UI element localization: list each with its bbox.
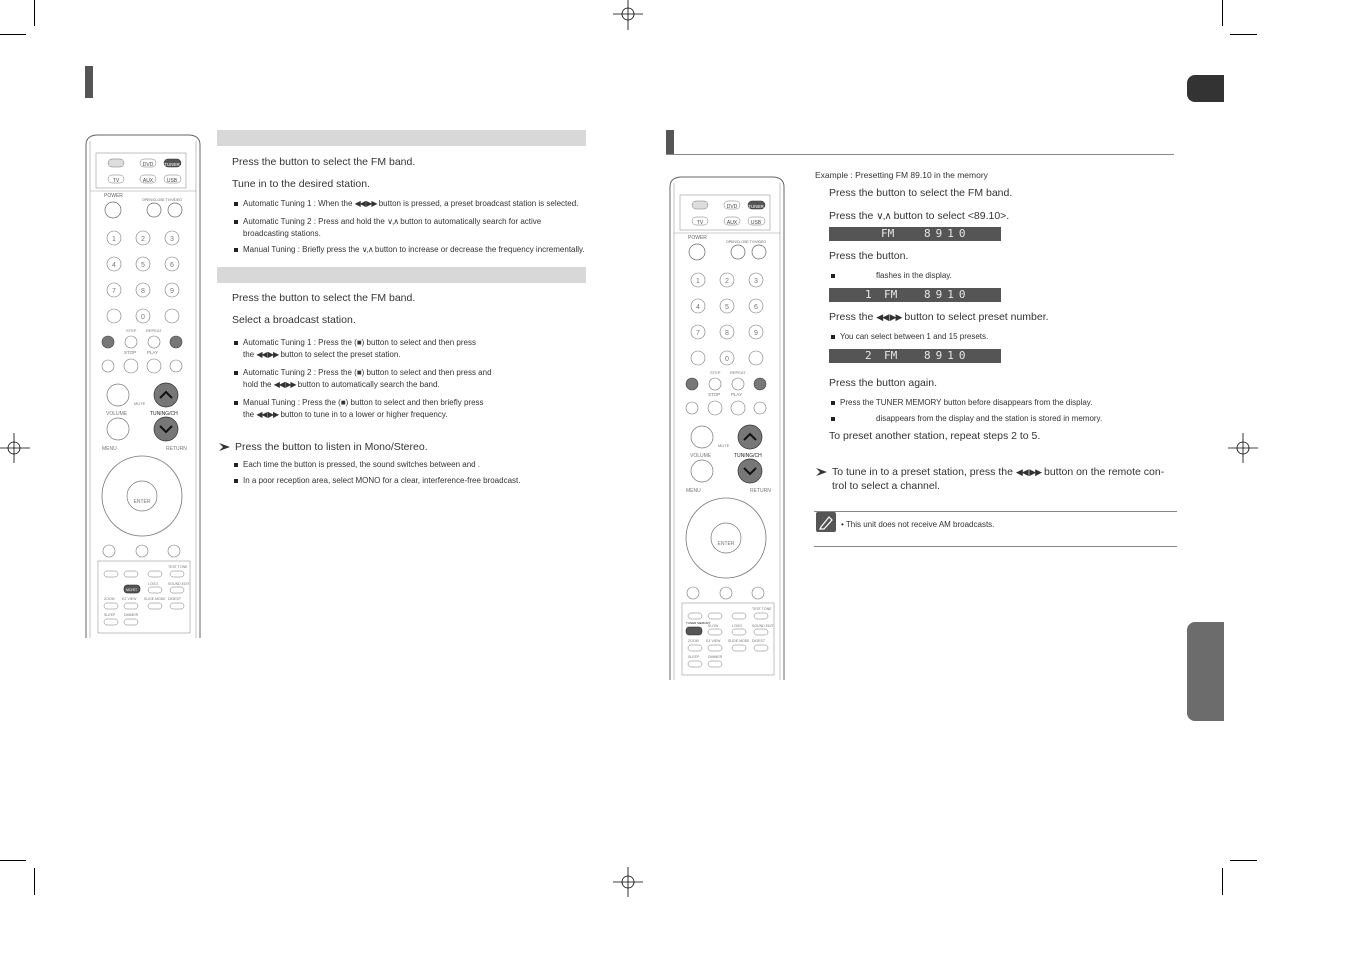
remote-repeat-label: REPEAT <box>730 370 746 375</box>
bullet-icon <box>234 463 238 467</box>
remote-func-label: LOGO <box>732 624 743 628</box>
bullet-icon <box>831 401 835 405</box>
bullet-text: Each time the button is pressed, the sound switches between and . <box>243 460 481 469</box>
preset-step-2: Tune in to the desired station. <box>232 178 370 190</box>
remote-digit: 1 <box>696 278 700 285</box>
bullet-text: flashes in the display. <box>876 271 952 280</box>
example-caption: Example : Presetting FM 89.10 in the memory <box>815 170 988 180</box>
remote-digit: 6 <box>170 262 174 269</box>
bullet-text-line2: hold the ◀◀ ▶▶ button to automatically search the band. <box>243 380 440 389</box>
remote-control-illustration-right <box>668 175 788 680</box>
remote-func-label: EZ VIEW <box>706 639 721 643</box>
display-frequency: 8910 <box>924 227 971 240</box>
remote-func-label: SLIDE MODE <box>728 639 750 643</box>
section-title-bar <box>666 130 674 155</box>
remote-volume-label: VOLUME <box>106 411 128 417</box>
bullet-text: Manual Tuning : Press the (■) button to select and then briefly press <box>243 398 484 407</box>
display-band: FM <box>884 349 898 362</box>
remote-open-close-label: OPEN/CLOSE TV/VIDEO <box>726 240 767 244</box>
bullet-icon <box>234 401 238 405</box>
remote-func-label: SLOW <box>708 624 719 628</box>
section-tab <box>1187 622 1224 721</box>
display-preset: 1 <box>865 288 872 301</box>
crop-mark <box>0 860 26 861</box>
remote-digit: 5 <box>725 304 729 311</box>
remote-mute-label: MUTE <box>718 443 730 448</box>
remote-func-label: SOUND EDIT <box>752 624 774 628</box>
remote-stop-label: STOP <box>124 350 137 355</box>
bullet-text: Automatic Tuning 1 : Press the (■) button to select and then press <box>243 338 476 347</box>
bullet-text: In a poor reception area, select MONO for a clear, interference-free broadcast. <box>243 476 521 485</box>
crop-mark <box>1230 34 1257 35</box>
remote-func-label: ZOOM <box>104 597 115 601</box>
mono-stereo-step: Press the button to listen in Mono/Stereo. <box>235 441 428 453</box>
note-divider <box>814 546 1177 547</box>
registration-mark-icon <box>613 0 643 30</box>
remote-digit: 0 <box>725 356 729 363</box>
remote-control-illustration-left <box>84 133 204 638</box>
remote-func-label: SLEEP <box>688 655 700 659</box>
remote-power-label: POWER <box>688 235 707 241</box>
display-band: FM <box>881 227 895 240</box>
registration-mark-icon <box>1228 433 1258 463</box>
display-frequency: 8910 <box>924 288 971 301</box>
bullet-text: Manual Tuning : Briefly press the ∨,∧ button to increase or decrease the frequency incrementally. <box>243 245 585 254</box>
display-preset: 2 <box>865 349 872 362</box>
bullet-icon <box>234 371 238 375</box>
remote-func-label: DIMMER <box>124 613 139 617</box>
remote-enter-label: ENTER <box>717 541 735 547</box>
remote-dvd-label: DVD <box>726 204 738 210</box>
section-header-band <box>217 130 586 146</box>
remote-digit: 8 <box>725 330 729 337</box>
chapter-tab <box>1187 75 1224 102</box>
tip-arrow-icon <box>219 442 231 452</box>
page-title-bar <box>85 66 93 98</box>
remote-enter-label: ENTER <box>133 499 151 505</box>
bullet-text: Automatic Tuning 2 : Press and hold the ∨,∧ button to automatically search for active <box>243 217 542 226</box>
crop-mark <box>1222 868 1223 895</box>
remote-digit: 7 <box>696 330 700 337</box>
remote-digit: 1 <box>112 236 116 243</box>
remote-tv-label: TV <box>696 220 704 226</box>
registration-mark-icon <box>0 433 30 463</box>
remote-menu-label: MENU <box>686 488 701 494</box>
display-frequency: 8910 <box>924 349 971 362</box>
remote-digit: 4 <box>112 262 116 269</box>
remote-tuner-label: TUNER <box>748 204 764 209</box>
remote-digit: 2 <box>141 236 145 243</box>
remote-func-label: SOUND EDIT <box>168 582 190 586</box>
remote-menu-label: MENU <box>102 446 117 452</box>
memory-step-6: To preset another station, repeat steps 2 to 5. <box>829 430 1041 442</box>
display-band: FM <box>884 288 898 301</box>
remote-tuning-label: TUNING/CH <box>734 453 762 459</box>
bullet-text: Automatic Tuning 1 : When the ◀◀ ▶▶ button is pressed, a preset broadcast station is selected. <box>243 199 579 208</box>
remote-digit: 6 <box>754 304 758 311</box>
note-pencil-icon <box>816 512 836 532</box>
remote-mo-st-label: MO/ST <box>126 588 138 592</box>
remote-tuner-label: TUNER <box>164 162 180 167</box>
bullet-icon <box>234 220 238 224</box>
bullet-icon <box>234 479 238 483</box>
manual-step-2: Select a broadcast station. <box>232 314 356 326</box>
crop-mark <box>34 868 35 895</box>
remote-usb-label: USB <box>166 178 178 184</box>
bullet-icon <box>831 335 835 339</box>
remote-digit: 3 <box>754 278 758 285</box>
preset-step-1: Press the button to select the FM band. <box>232 156 416 168</box>
tip-arrow-icon <box>816 467 828 477</box>
bullet-icon <box>831 417 835 421</box>
bullet-icon <box>831 274 835 278</box>
bullet-icon <box>234 248 238 252</box>
remote-return-label: RETURN <box>166 446 187 452</box>
remote-digit: 5 <box>141 262 145 269</box>
memory-step-3: Press the button. <box>829 250 909 262</box>
note-divider <box>814 511 1177 512</box>
memory-step-4: Press the ◀◀ ▶▶ button to select preset number. <box>829 311 1049 323</box>
bullet-icon <box>234 202 238 206</box>
section-divider <box>666 154 1174 155</box>
remote-dvd-label: DVD <box>142 162 154 168</box>
remote-usb-label: USB <box>750 220 762 226</box>
remote-return-label: RETURN <box>750 488 771 494</box>
remote-digit: 8 <box>141 288 145 295</box>
registration-mark-icon <box>613 867 643 897</box>
remote-tv-label: TV <box>112 178 120 184</box>
remote-func-label: EZ VIEW <box>122 597 137 601</box>
remote-play-label: PLAY <box>147 350 159 355</box>
remote-digit: 4 <box>696 304 700 311</box>
remote-digit: 2 <box>725 278 729 285</box>
remote-func-label: DIGEST <box>752 639 766 643</box>
section-header-band <box>217 267 586 283</box>
remote-func-label: DIMMER <box>708 655 723 659</box>
remote-stop-label: STOP <box>708 392 721 397</box>
remote-step-label: STEP <box>126 328 137 333</box>
fm-display-1 <box>829 227 1001 241</box>
bullet-text: Automatic Tuning 2 : Press the (■) button to select and then press and <box>243 368 492 377</box>
fm-display-3 <box>829 349 1001 363</box>
remote-repeat-label: REPEAT <box>146 328 162 333</box>
remote-func-label: TEST TONE <box>168 565 188 569</box>
remote-open-close-label: OPEN/CLOSE TV/VIDEO <box>142 198 183 202</box>
bullet-icon <box>234 341 238 345</box>
bullet-text-line2: the ◀◀ ▶▶ button to tune in to a lower or higher frequency. <box>243 410 448 419</box>
bullet-text-line2: the ◀◀ ▶▶ button to select the preset station. <box>243 350 401 359</box>
bullet-text: Press the TUNER MEMORY button before disappears from the display. <box>840 398 1093 407</box>
preset-tip-line1: To tune in to a preset station, press the ◀◀ ▶▶ button on the remote con- <box>832 466 1165 478</box>
remote-digit: 0 <box>141 314 145 321</box>
remote-digit: 7 <box>112 288 116 295</box>
remote-aux-label: AUX <box>726 220 738 226</box>
remote-step-label: STEP <box>710 370 721 375</box>
remote-func-label: ZOOM <box>688 639 699 643</box>
bullet-text: You can select between 1 and 15 presets. <box>840 332 989 341</box>
remote-func-label: SLEEP <box>104 613 116 617</box>
remote-func-label: SLIDE MODE <box>144 597 166 601</box>
remote-tuning-label: TUNING/CH <box>150 411 178 417</box>
crop-mark <box>34 0 35 26</box>
preset-tip-line2: trol to select a channel. <box>832 480 940 492</box>
crop-mark <box>1230 860 1257 861</box>
remote-func-label: TEST TONE <box>752 607 772 611</box>
fm-display-2 <box>829 288 1001 302</box>
remote-play-label: PLAY <box>731 392 743 397</box>
memory-step-2: Press the ∨,∧ button to select <89.10>. <box>829 210 1010 222</box>
remote-digit: 9 <box>754 330 758 337</box>
remote-func-label: DIGEST <box>168 597 182 601</box>
remote-volume-label: VOLUME <box>690 453 712 459</box>
remote-power-label: POWER <box>104 193 123 199</box>
note-text: • This unit does not receive AM broadcasts. <box>841 520 995 529</box>
crop-mark <box>0 34 26 35</box>
memory-step-1: Press the button to select the FM band. <box>829 187 1013 199</box>
bullet-text-line2: broadcasting stations. <box>243 229 321 238</box>
remote-aux-label: AUX <box>142 178 154 184</box>
manual-step-1: Press the button to select the FM band. <box>232 292 416 304</box>
bullet-text: disappears from the display and the station is stored in memory. <box>876 414 1103 423</box>
remote-digit: 9 <box>170 288 174 295</box>
memory-step-5: Press the button again. <box>829 377 937 389</box>
remote-mute-label: MUTE <box>134 401 146 406</box>
crop-mark <box>1222 0 1223 26</box>
remote-digit: 3 <box>170 236 174 243</box>
remote-func-label: LOGO <box>148 582 159 586</box>
remote-tuner-memory-label: TUNER MEMORY <box>686 621 711 625</box>
